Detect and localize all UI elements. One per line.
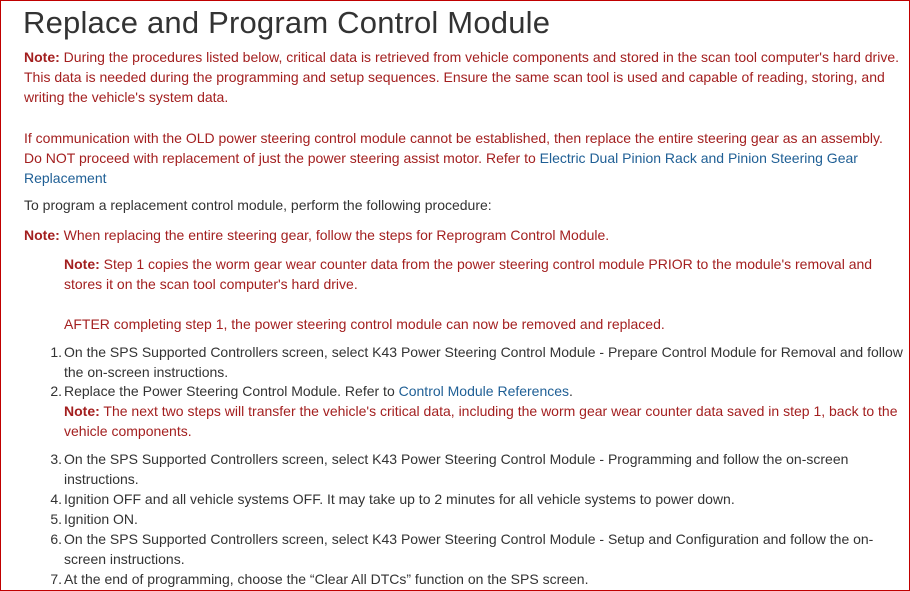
note-text: The next two steps will transfer the vehicle's critical data, including the worm gear wear counter data saved in step 1, back to the vehicle components.: [64, 403, 898, 439]
step-text: [64, 381, 904, 401]
step-2-note: [64, 401, 904, 441]
step-number: 4.: [50, 491, 62, 507]
step-4: [24, 489, 904, 509]
step-text: On the SPS Supported Controllers screen, select K43 Power Steering Control Module - Prepare Control Module for Removal and follow the on-screen instructions.: [64, 344, 903, 380]
step-text: At the end of programming, choose the “Clear All DTCs” function on the SPS screen.: [64, 571, 589, 587]
note-after-step1: AFTER completing step 1, the power steering control module can now be removed and replaced.: [64, 316, 665, 332]
note-text: During the procedures listed below, critical data is retrieved from vehicle components and stored in the scan tool computer's hard drive. This data is needed during the programming and setup sequences. Ensure the same scan tool is used and capable of reading, storing, and writing the vehicle's system data.: [24, 49, 899, 105]
step-text: On the SPS Supported Controllers screen, select K43 Power Steering Control Module - Setup and Configuration and follow the on-screen instructions.: [64, 531, 874, 567]
control-module-references-link[interactable]: Control Module References: [398, 383, 570, 399]
step-number: 2.: [50, 383, 62, 399]
warning-text: If communication with the OLD power steering control module cannot be established, then replace the entire steering gear as an assembly. Do NOT proceed with replacement of just the power steering assist motor. Refer to: [24, 130, 883, 166]
step-text: Ignition OFF and all vehicle systems OFF. It may take up to 2 minutes for all vehicle systems to power down.: [64, 491, 735, 507]
step-7: [24, 569, 904, 589]
page-title: Replace and Program Control Module: [23, 5, 551, 40]
note-label: Note:: [64, 403, 100, 419]
step-number: 5.: [50, 511, 62, 527]
step-5: [24, 509, 904, 529]
step-text: On the SPS Supported Controllers screen, select K43 Power Steering Control Module - Programming and follow the on-screen instructions.: [64, 451, 849, 487]
step-number: 6.: [50, 531, 62, 547]
communication-warning: [24, 128, 904, 188]
step-1: [24, 342, 904, 382]
note-text: When replacing the entire steering gear, follow the steps for Reprogram Control Module.: [59, 227, 610, 243]
step-number: 3.: [50, 451, 62, 467]
step-2: [24, 381, 904, 441]
step-text: Ignition ON.: [64, 511, 138, 527]
note-text: Step 1 copies the worm gear wear counter data from the power steering control module PRIOR to the module's removal and stores it on the scan tool computer's hard drive.: [64, 256, 873, 292]
step-number: 7.: [50, 571, 62, 587]
step-3: [24, 449, 904, 489]
steering-gear-replacement-link[interactable]: Electric Dual Pinion Rack and Pinion Steering Gear Replacement: [24, 150, 858, 186]
step-number: 1.: [50, 344, 62, 360]
note-label: Note:: [64, 256, 100, 272]
note-label: Note:: [24, 227, 60, 243]
note-data-retrieval: [24, 47, 904, 107]
note-entire-gear: [24, 225, 904, 245]
step-text-main: Replace the Power Steering Control Module. Refer to: [64, 383, 399, 399]
note-step1-copy: [64, 254, 894, 294]
note-label: Note:: [24, 49, 60, 65]
procedure-intro: To program a replacement control module, perform the following procedure:: [24, 197, 492, 213]
step-text-suffix: .: [569, 383, 573, 399]
step-6: [24, 529, 904, 569]
